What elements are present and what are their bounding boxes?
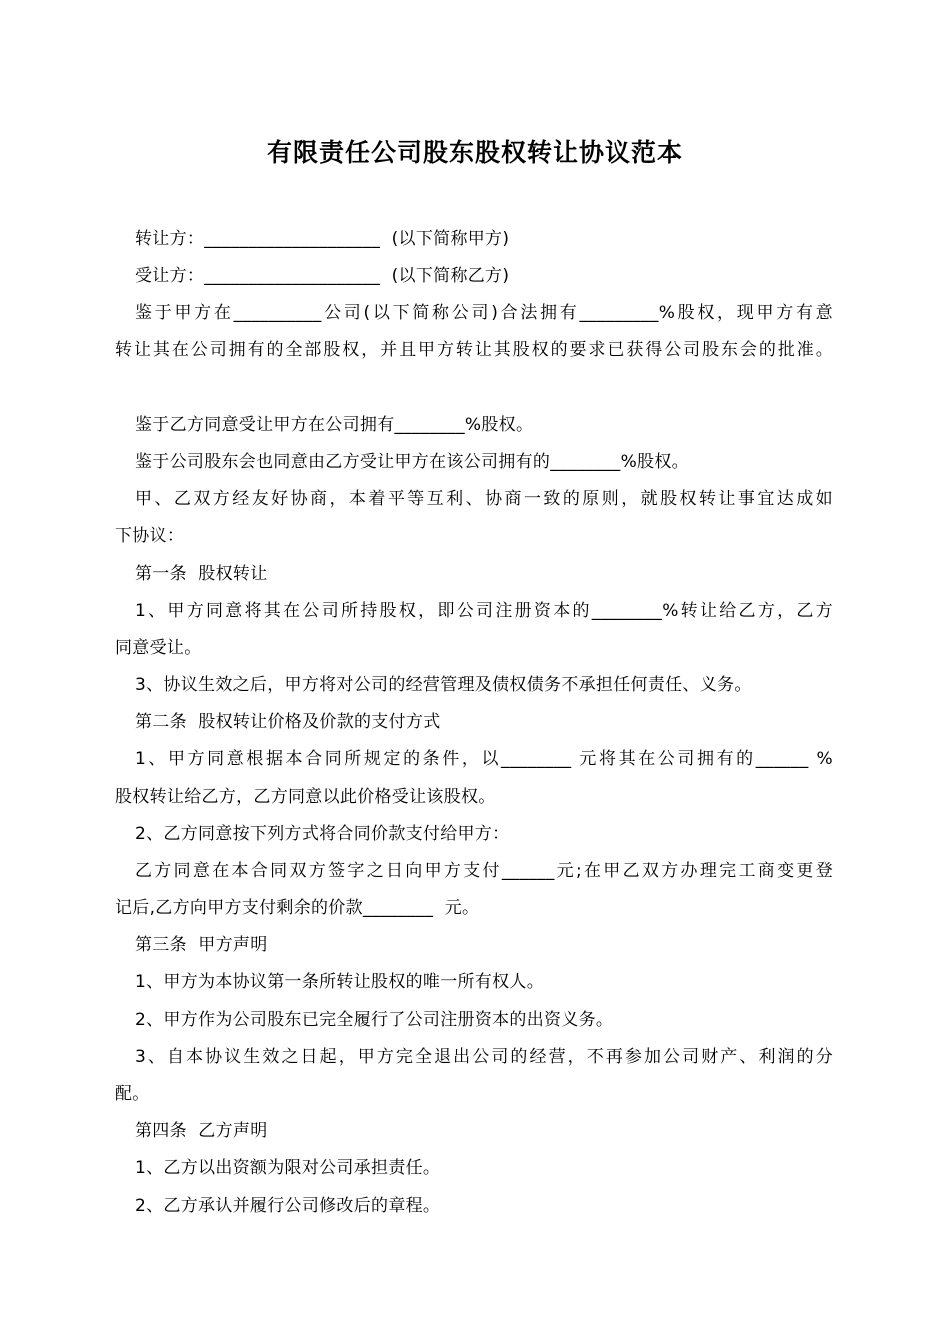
article-4-heading: 第四条 乙方声明 (135, 1121, 268, 1141)
document-title: 有限责任公司股东股权转让协议范本 (266, 138, 683, 167)
article-2-clause-2: 2、乙方同意按下列方式将合同价款支付给甲方： (135, 824, 510, 844)
article-3-clause-3-line-1: 3、自本协议生效之日起，甲方完全退出公司的经营，不再参加公司财产、利润的分 (135, 1047, 833, 1067)
transferor-line: 转让方：____________________ (以下简称甲方) (135, 229, 510, 249)
recital-1-line-1: 鉴于甲方在__________公司(以下简称公司)合法拥有_________%股权，现甲方有意 (135, 303, 833, 323)
article-2-clause-1-line-2: 股权转让给乙方，乙方同意以此价格受让该股权。 (115, 787, 496, 807)
article-4-clause-1: 1、乙方以出资额为限对公司承担责任。 (135, 1158, 441, 1178)
article-2-clause-1-line-1: 1、甲方同意根据本合同所规定的条件，以________ 元将其在公司拥有的______ % (135, 749, 833, 769)
agreement-intro-line-2: 下协议： (115, 526, 185, 546)
article-1-heading: 第一条 股权转让 (135, 564, 268, 584)
article-1-clause-3: 3、协议生效之后，甲方将对公司的经营管理及债权债务不承担任何责任、义务。 (135, 675, 752, 695)
recital-2: 鉴于乙方同意受让甲方在公司拥有________%股权。 (135, 415, 534, 435)
article-4-clause-2: 2、乙方承认并履行公司修改后的章程。 (135, 1196, 441, 1216)
agreement-intro-line-1: 甲、乙双方经友好协商，本着平等互利、协商一致的原则，就股权转让事宜达成如 (135, 489, 833, 509)
recital-1-line-2: 转让其在公司拥有的全部股权，并且甲方转让其股权的要求已获得公司股东会的批准。 (115, 340, 833, 360)
transferee-line: 受让方：____________________ (以下简称乙方) (135, 266, 510, 286)
article-3-clause-1: 1、甲方为本协议第一条所转让股权的唯一所有权人。 (135, 972, 545, 992)
article-1-clause-1-line-1: 1、甲方同意将其在公司所持股权，即公司注册资本的________%转让给乙方，乙方 (135, 601, 833, 621)
article-2-payment-line-2: 记后,乙方向甲方支付剩余的价款________ 元。 (115, 898, 480, 918)
article-3-heading: 第三条 甲方声明 (135, 935, 268, 955)
article-3-clause-3-line-2: 配。 (115, 1084, 150, 1104)
article-2-heading: 第二条 股权转让价格及价款的支付方式 (135, 712, 441, 732)
article-2-payment-line-1: 乙方同意在本合同双方签字之日向甲方支付______元;在甲乙双方办理完工商变更登 (135, 861, 833, 881)
recital-3: 鉴于公司股东会也同意由乙方受让甲方在该公司拥有的________%股权。 (135, 452, 689, 472)
article-3-clause-2: 2、甲方作为公司股东已完全履行了公司注册资本的出资义务。 (135, 1010, 614, 1030)
article-1-clause-1-line-2: 同意受让。 (115, 638, 202, 658)
